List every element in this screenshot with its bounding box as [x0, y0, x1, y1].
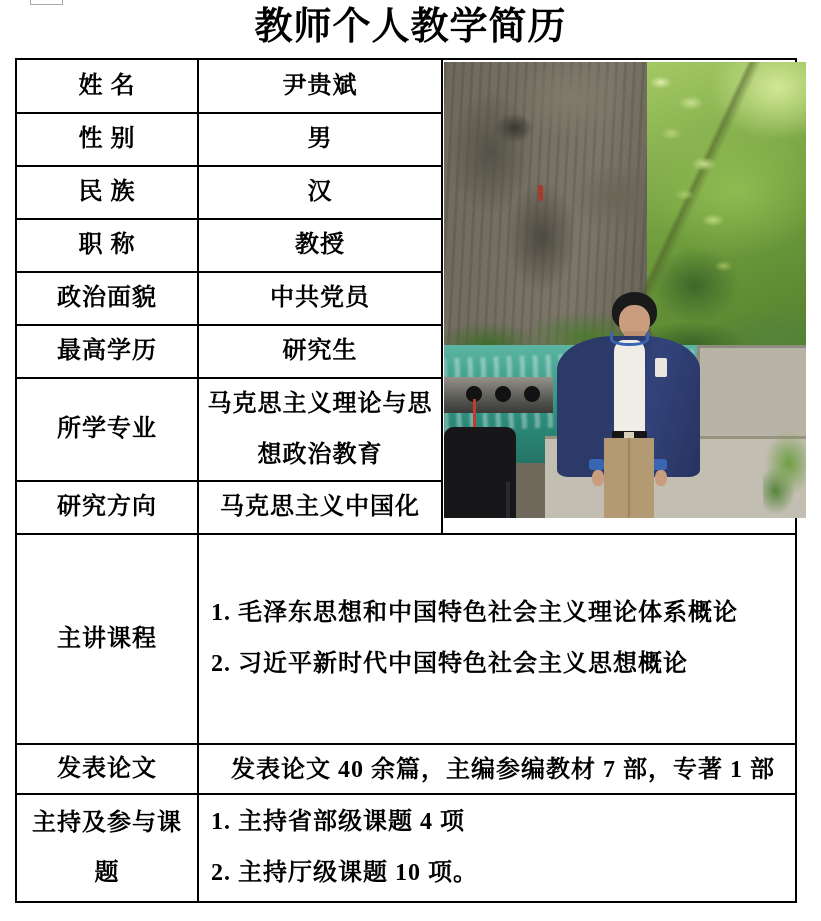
project-line-2: 2. 主持厅级课题 10 项。	[211, 860, 478, 886]
red-inscription-mark	[538, 185, 543, 201]
row-label-6: 最高学历	[17, 326, 199, 379]
row-label-7: 所学专业	[17, 379, 199, 482]
projects-content	[199, 795, 795, 901]
row-value-4: 教授	[199, 220, 443, 273]
row-label-4: 职 称	[17, 220, 199, 273]
row-value-1: 尹贵斌	[199, 60, 443, 114]
papers-content: 发表论文 40 余篇，主编参编教材 7 部，专著 1 部	[199, 745, 795, 795]
overhanging-branch	[632, 62, 762, 317]
standing-man	[545, 290, 712, 518]
man-hand	[655, 470, 667, 486]
row-label-1: 姓 名	[17, 60, 199, 114]
row-value-2: 男	[199, 114, 443, 167]
row-value-6: 研究生	[199, 326, 443, 379]
man-hand	[592, 470, 604, 486]
bench-leg	[506, 482, 510, 518]
boat-tire	[495, 386, 511, 402]
row-label-5: 政治面貌	[17, 273, 199, 326]
project-line-1: 1. 主持省部级课题 4 项	[211, 809, 465, 836]
row-value-3: 汉	[199, 167, 443, 220]
papers-label: 发表论文	[17, 745, 199, 795]
jacket-cuff	[652, 459, 667, 470]
row-label-8: 研究方向	[17, 482, 199, 535]
course-line-1: 1. 毛泽东思想和中国特色社会主义理论体系概论	[211, 600, 738, 627]
row-value-5: 中共党员	[199, 273, 443, 326]
white-polo-shirt	[614, 340, 646, 440]
corner-plant	[763, 427, 806, 518]
row-value-7: 马克思主义理论与思想政治教育	[199, 379, 443, 482]
page-title: 教师个人教学简历	[254, 6, 567, 48]
courses-label: 主讲课程	[17, 535, 199, 745]
boat-tire	[524, 386, 540, 402]
course-line-2: 2. 习近平新时代中国特色社会主义思想概论	[211, 651, 688, 677]
row-label-3: 民 族	[17, 167, 199, 220]
jacket-logo	[655, 358, 667, 376]
khaki-pants	[604, 438, 654, 518]
courses-content	[199, 535, 795, 745]
row-label-2: 性 别	[17, 114, 199, 167]
row-value-8: 马克思主义中国化	[199, 482, 443, 535]
projects-label: 主持及参与课题	[17, 795, 199, 901]
teacher-photo[interactable]	[444, 62, 806, 518]
jacket-cuff	[589, 459, 604, 470]
blue-collar-trim	[610, 332, 648, 346]
